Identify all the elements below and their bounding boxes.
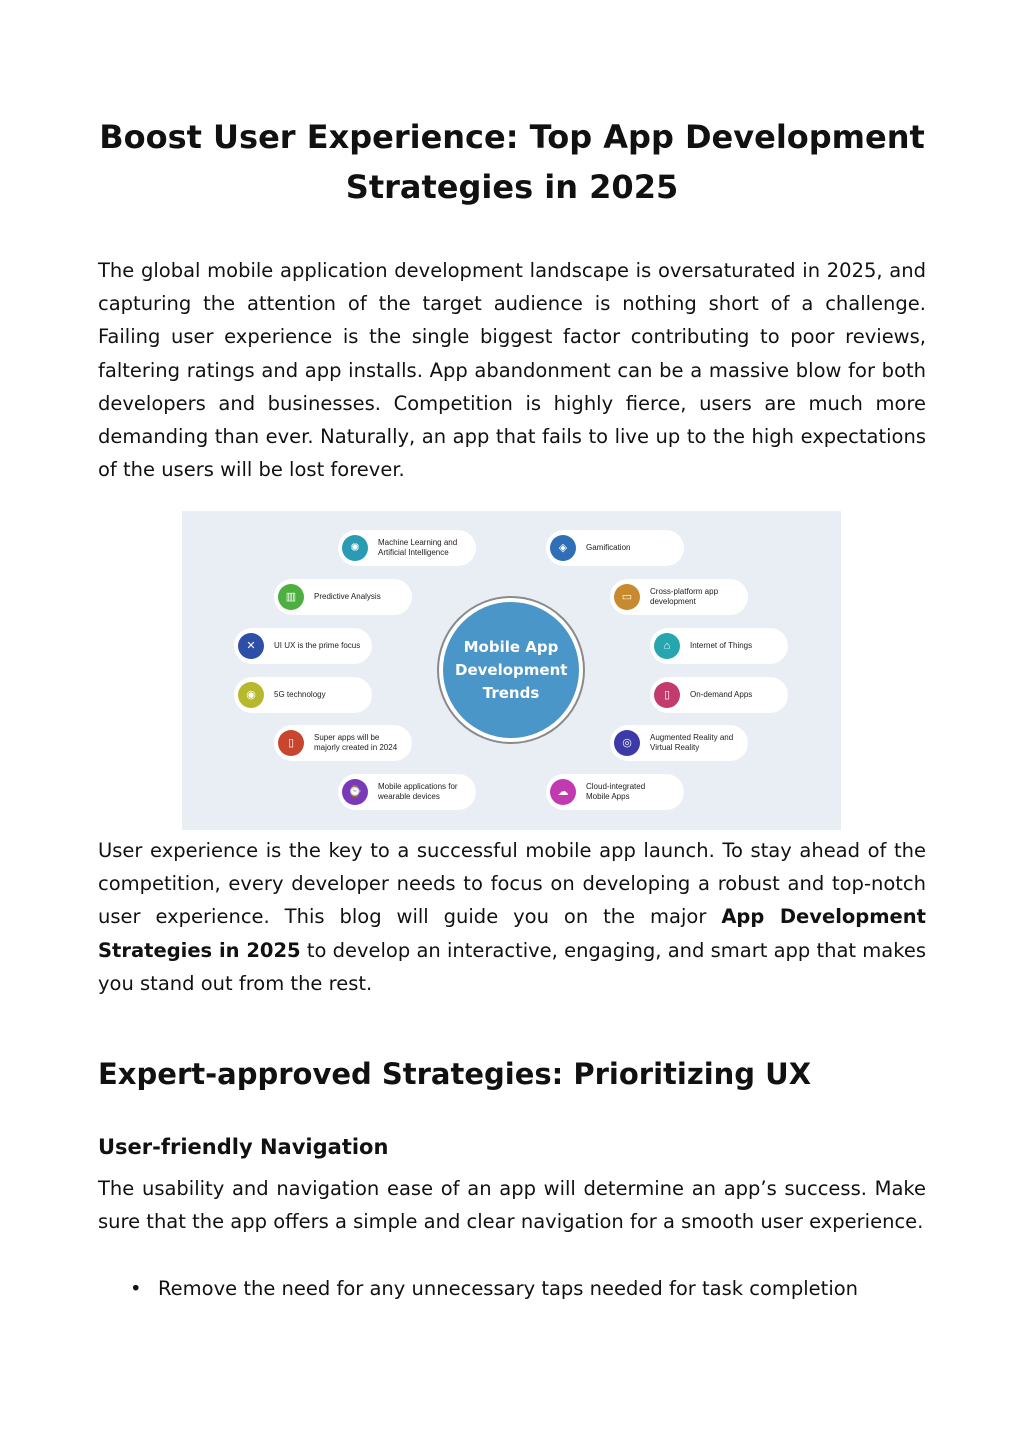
iot-icon: ⌂ (654, 633, 680, 659)
cloud-icon: ☁ (550, 779, 576, 805)
trend-pill-iot (650, 628, 788, 664)
vr-icon: ◎ (614, 730, 640, 756)
section-heading: Expert-approved Strategies: Prioritizing UX (98, 1057, 812, 1091)
trend-label: Gamification (586, 543, 631, 552)
trend-pill-cloud (546, 774, 684, 810)
bullet-dot-icon: • (130, 1277, 142, 1300)
hub-title: Mobile App Development Trends (455, 637, 568, 702)
trends-infographic (182, 511, 841, 830)
body-paragraph (98, 834, 926, 1000)
trend-pill-ml-ai (338, 530, 476, 566)
watch-icon: ⌚ (342, 779, 368, 805)
intro-paragraph: The global mobile application development landscape is oversaturated in 2025, and capturing the attention of the target audience is nothing short of a challenge. Failing user experience is the single biggest factor contributing to poor reviews, faltering ratings and app installs. App abandonment can be a massive blow for both developers and businesses. Competition is highly fierce, users are much more demanding than ever. Naturally, an app that fails to live up to the high expectations of the users will be lost forever. (98, 259, 926, 482)
body-text-after: to develop an interactive, engaging, and smart app that makes you stand out from the rest. (98, 938, 926, 995)
navigation-paragraph: The usability and navigation ease of an app will determine an app’s success. Make sure that the app offers a simple and clear navigation for a smooth user experience. (98, 1177, 926, 1234)
body-text-bold: App Development Strategies in 2025 (98, 905, 926, 962)
trend-label: Super apps will be majorly created in 2024 (314, 733, 398, 752)
trend-pill-super-apps (274, 725, 412, 761)
gamepad-icon: ◈ (550, 535, 576, 561)
trend-label: Cross-platform app development (650, 587, 719, 606)
trend-label: 5G technology (274, 690, 326, 699)
page-title: Boost User Experience: Top App Development Strategies in 2025 (99, 118, 925, 206)
trend-label: Internet of Things (690, 641, 753, 650)
trend-pill-ui-ux (234, 628, 372, 664)
trend-pill-predictive-analysis (274, 579, 412, 615)
trend-pill-gamification (546, 530, 684, 566)
body-text-before: User experience is the key to a successful mobile app launch. To stay ahead of the competition, every developer needs to focus on developing a robust and top-notch user experience. This blog will guide you on the major (98, 839, 926, 929)
trend-label: UI UX is the prime focus (274, 641, 361, 650)
trend-label: On-demand Apps (690, 690, 753, 699)
trend-pill-ar-vr (610, 725, 748, 761)
bullet-item (130, 1273, 858, 1305)
devices-icon: ▭ (614, 584, 640, 610)
trend-pill-5g (234, 677, 372, 713)
trend-pill-wearables (338, 774, 476, 810)
signal-icon: ◉ (238, 682, 264, 708)
chart-icon: ▥ (278, 584, 304, 610)
hub-circle (443, 602, 579, 738)
trend-label: Predictive Analysis (314, 592, 381, 601)
trend-label: Cloud-integrated Mobile Apps (586, 782, 646, 801)
trend-pill-cross-platform (610, 579, 748, 615)
trend-label: Augmented Reality and Virtual Reality (650, 733, 734, 752)
design-icon: ✕ (238, 633, 264, 659)
phone-icon: ▯ (654, 682, 680, 708)
bullet-text: Remove the need for any unnecessary taps needed for task completion (158, 1277, 859, 1300)
mobile-icon: ▯ (278, 730, 304, 756)
subsection-heading: User-friendly Navigation (98, 1135, 389, 1159)
brain-icon: ✺ (342, 535, 368, 561)
trend-label: Mobile applications for wearable devices (378, 782, 458, 801)
trend-label: Machine Learning and Artificial Intelligence (378, 538, 458, 557)
trend-pill-on-demand (650, 677, 788, 713)
